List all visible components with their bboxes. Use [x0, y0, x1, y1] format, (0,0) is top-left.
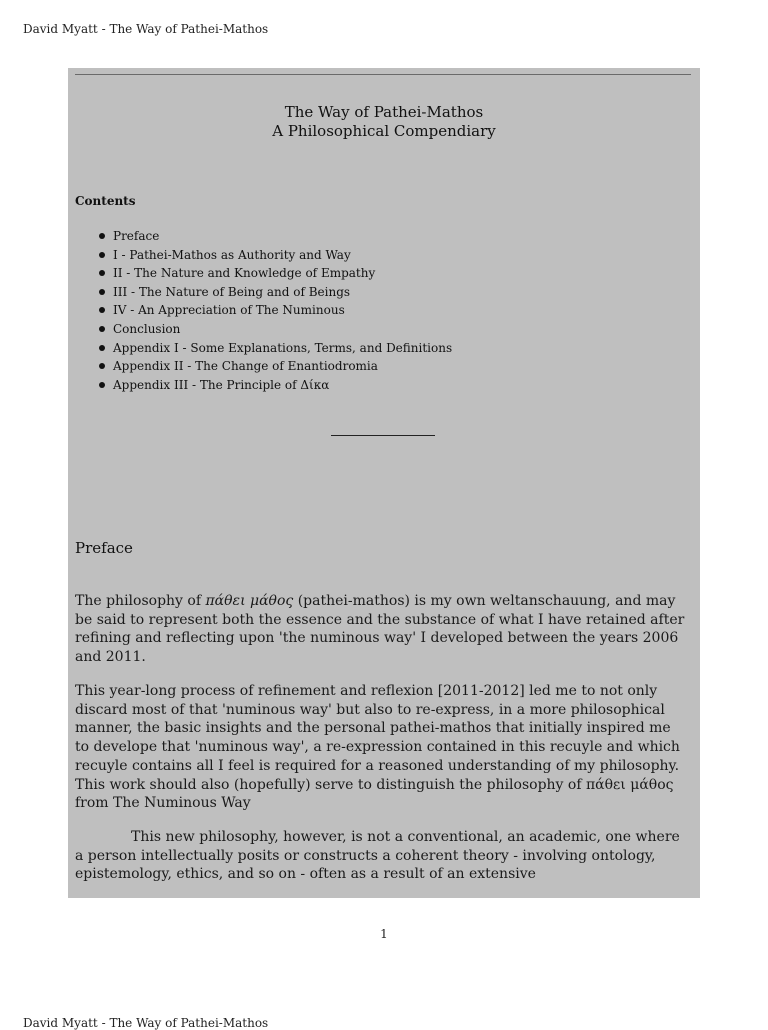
p1-greek-term: πάθει μάθος [205, 593, 294, 609]
preface-paragraph-1 [75, 592, 689, 667]
toc-item-chapter-2[interactable]: II - The Nature and Knowledge of Empathy [75, 264, 452, 283]
toc-item-chapter-3[interactable]: III - The Nature of Being and of Beings [75, 283, 452, 302]
document-title [68, 103, 700, 141]
running-header: David Myatt - The Way of Pathei-Mathos [23, 22, 269, 36]
page-content [68, 68, 700, 898]
toc-item-appendix-2[interactable]: Appendix II - The Change of Enantiodromia [75, 357, 452, 376]
page-number: 1 [380, 927, 388, 941]
toc-item-conclusion[interactable]: Conclusion [75, 320, 452, 339]
p1-text-after: (pathei-mathos) is my own weltanschauung, and may be said to represent both the essence and the substance of what I have retained after refining and reflecting upon 'the numinous way' I developed between the years 2006 and 2011. [75, 593, 685, 666]
title-line-1: The Way of Pathei-Mathos [284, 103, 484, 121]
preface-paragraph-2: This year-long process of refinement and reflexion [2011-2012] led me to not only discard most of that 'numinous way' but also to re-express, in a more philosophical manner, the basic insights and the personal pathei-mathos that initially inspired me to develope that 'numinous way', a re-expression contained in this recuyle and which recuyle contains all I feel is required for a reasoned understanding of my philosophy. This work should also (hopefully) serve to distinguish the philosophy of πάθει μάθος from The Numinous Way [75, 683, 680, 812]
title-line-2: A Philosophical Compendiary [272, 122, 496, 140]
preface-heading: Preface [75, 539, 133, 557]
preface-paragraph-3: This new philosophy, however, is not a conventional, an academic, one where a person intellectually posits or constructs a coherent theory - involving ontology, epistemology, ethics, and so on - often as a result of an extensive [75, 829, 680, 883]
toc-item-preface[interactable]: Preface [75, 227, 452, 246]
top-divider [75, 74, 691, 75]
toc-item-chapter-4[interactable]: IV - An Appreciation of The Numinous [75, 301, 452, 320]
toc-item-appendix-3[interactable]: Appendix III - The Principle of Δίκα [75, 376, 452, 395]
p1-text-before: The philosophy of [75, 593, 206, 609]
toc-item-chapter-1[interactable]: I - Pathei-Mathos as Authority and Way [75, 246, 452, 265]
contents-heading: Contents [75, 194, 136, 208]
running-header-next-page: David Myatt - The Way of Pathei-Mathos [23, 1016, 269, 1030]
section-divider [331, 435, 435, 436]
toc-item-appendix-1[interactable]: Appendix I - Some Explanations, Terms, and Definitions [75, 339, 452, 358]
table-of-contents [75, 227, 452, 394]
